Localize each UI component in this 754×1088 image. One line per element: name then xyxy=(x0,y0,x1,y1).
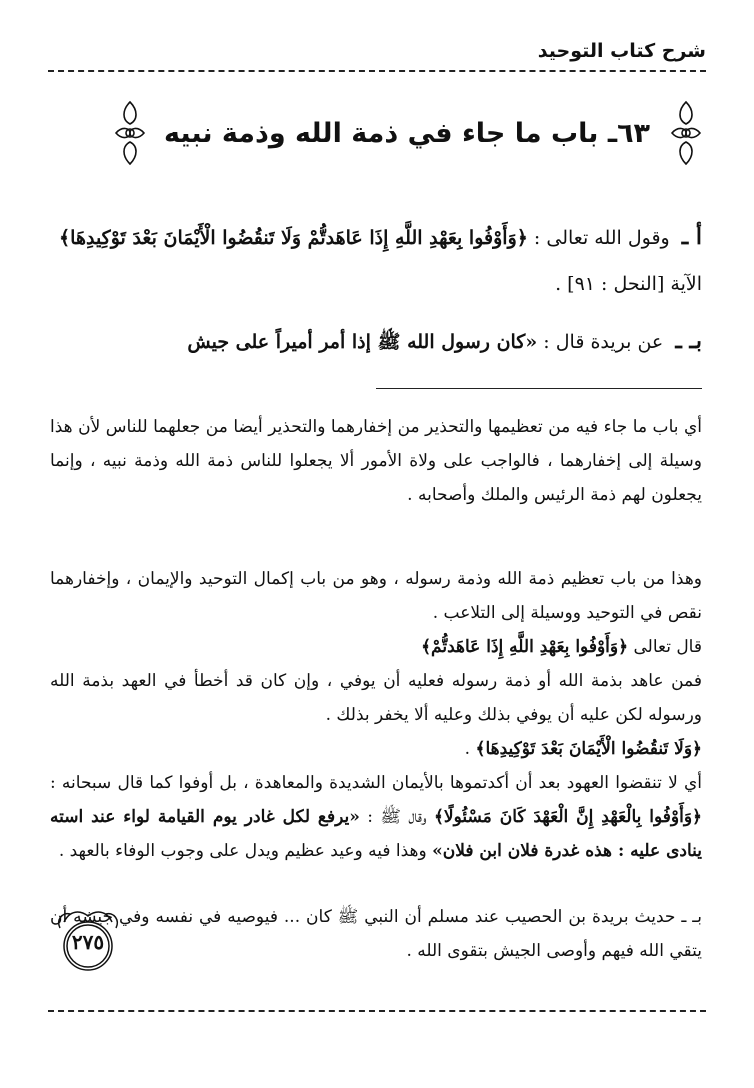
paragraph-text: وهذا فيه وعيد عظيم ويدل على وجوب الوفاء بالعهد . xyxy=(58,841,427,861)
ornament-icon xyxy=(114,100,146,166)
commentary-paragraph: بـ ـ حديث بريدة بن الحصيب عند مسلم أن النبي ﷺ كان ... فيوصيه في نفسه وفي جيشه أن يتقي الله فيهم وأوصى الجيش بتقوى الله . xyxy=(50,907,702,961)
matn-item-a xyxy=(50,214,702,307)
hadith-text: «كان رسول الله ﷺ إذا أمر أميراً على جيش xyxy=(187,331,538,353)
hadith-text: «يرفع لكل غادر يوم القيامة لواء عند استه ينادى عليه : هذه غدرة فلان ابن فلان» xyxy=(50,807,702,861)
verse-reference: الآية [النحل : ٩١] . xyxy=(555,273,702,295)
paragraph-text: أي لا تنقضوا العهود بعد أن أكدتموها بالأيمان الشديدة والمعاهدة ، بل أوفوا كما قال سبحانه : xyxy=(50,773,702,793)
quran-verse: ﴿وَأَوْفُوا بِالْعَهْدِ إِنَّ الْعَهْدَ كَانَ مَسْئُولًا﴾ xyxy=(433,807,703,827)
item-letter: بـ ـ xyxy=(675,328,702,354)
running-header: شرح كتاب التوحيد xyxy=(537,40,706,62)
page-number-badge xyxy=(46,902,130,986)
commentary-paragraph xyxy=(50,766,702,868)
chapter-heading xyxy=(48,100,706,170)
header-divider xyxy=(48,70,706,72)
commentary-paragraph: فمن عاهد بذمة الله أو ذمة رسوله فعليه أن يوفي ، وإن كان قد أخطأ في العهد بذمة الله ورسوله لكن عليه أن يوفي بذلك وعليه ألا يخفر بذلك . xyxy=(50,671,702,725)
ornament-icon xyxy=(670,100,702,166)
chapter-title: ٦٣ـ باب ما جاء في ذمة الله وذمة نبيه xyxy=(163,118,651,149)
page-number: ٢٧٥ xyxy=(71,930,105,954)
quran-verse: ﴿وَأَوْفُوا بِعَهْدِ اللَّهِ إِذَا عَاهَدتُّمْ وَلَا تَنقُضُوا الْأَيْمَانَ بَعْدَ تَوْكِيدِهَا﴾ xyxy=(59,227,528,249)
commentary-paragraph: وهذا من باب تعظيم ذمة الله وذمة رسوله ، وهو من باب إكمال التوحيد والإيمان ، وإخفارهما نقص في التوحيد ووسيلة إلى التلاعب . xyxy=(50,569,702,623)
quran-verse: ﴿وَلَا تَنقُضُوا الْأَيْمَانَ بَعْدَ تَوْكِيدِهَا﴾ xyxy=(475,739,702,759)
quran-verse: ﴿وَأَوْفُوا بِعَهْدِ اللَّهِ إِذَا عَاهَدتُّمْ﴾ xyxy=(421,637,629,657)
paragraph-text: قال تعالى xyxy=(633,637,702,657)
footer-divider xyxy=(48,1010,706,1012)
item-text: عن بريدة قال : xyxy=(543,331,664,353)
item-letter: أ ـ xyxy=(681,224,702,250)
paragraph-text: وقال ﷺ : xyxy=(367,807,427,827)
commentary-paragraph: أي باب ما جاء فيه من تعظيمها والتحذير من إخفارهما والتحذير أيضا من جعلهما للناس لأن هذا وسيلة إلى إخفارهما ، فالواجب على ولاة الأمور ألا يجعلوا للناس ذمة الله وذمة نبيه ، وإنما يجعلون لهم ذمة الرئيس والملك وأصحابه . xyxy=(50,417,702,505)
commentary-paragraph: ﴿وَلَا تَنقُضُوا الْأَيْمَانَ بَعْدَ تَوْكِيدِهَا﴾ . xyxy=(464,739,702,759)
item-text: وقول الله تعالى : xyxy=(533,227,670,249)
matn-item-b xyxy=(50,318,702,365)
commentary-paragraph xyxy=(50,630,702,664)
matn-separator xyxy=(376,388,702,389)
